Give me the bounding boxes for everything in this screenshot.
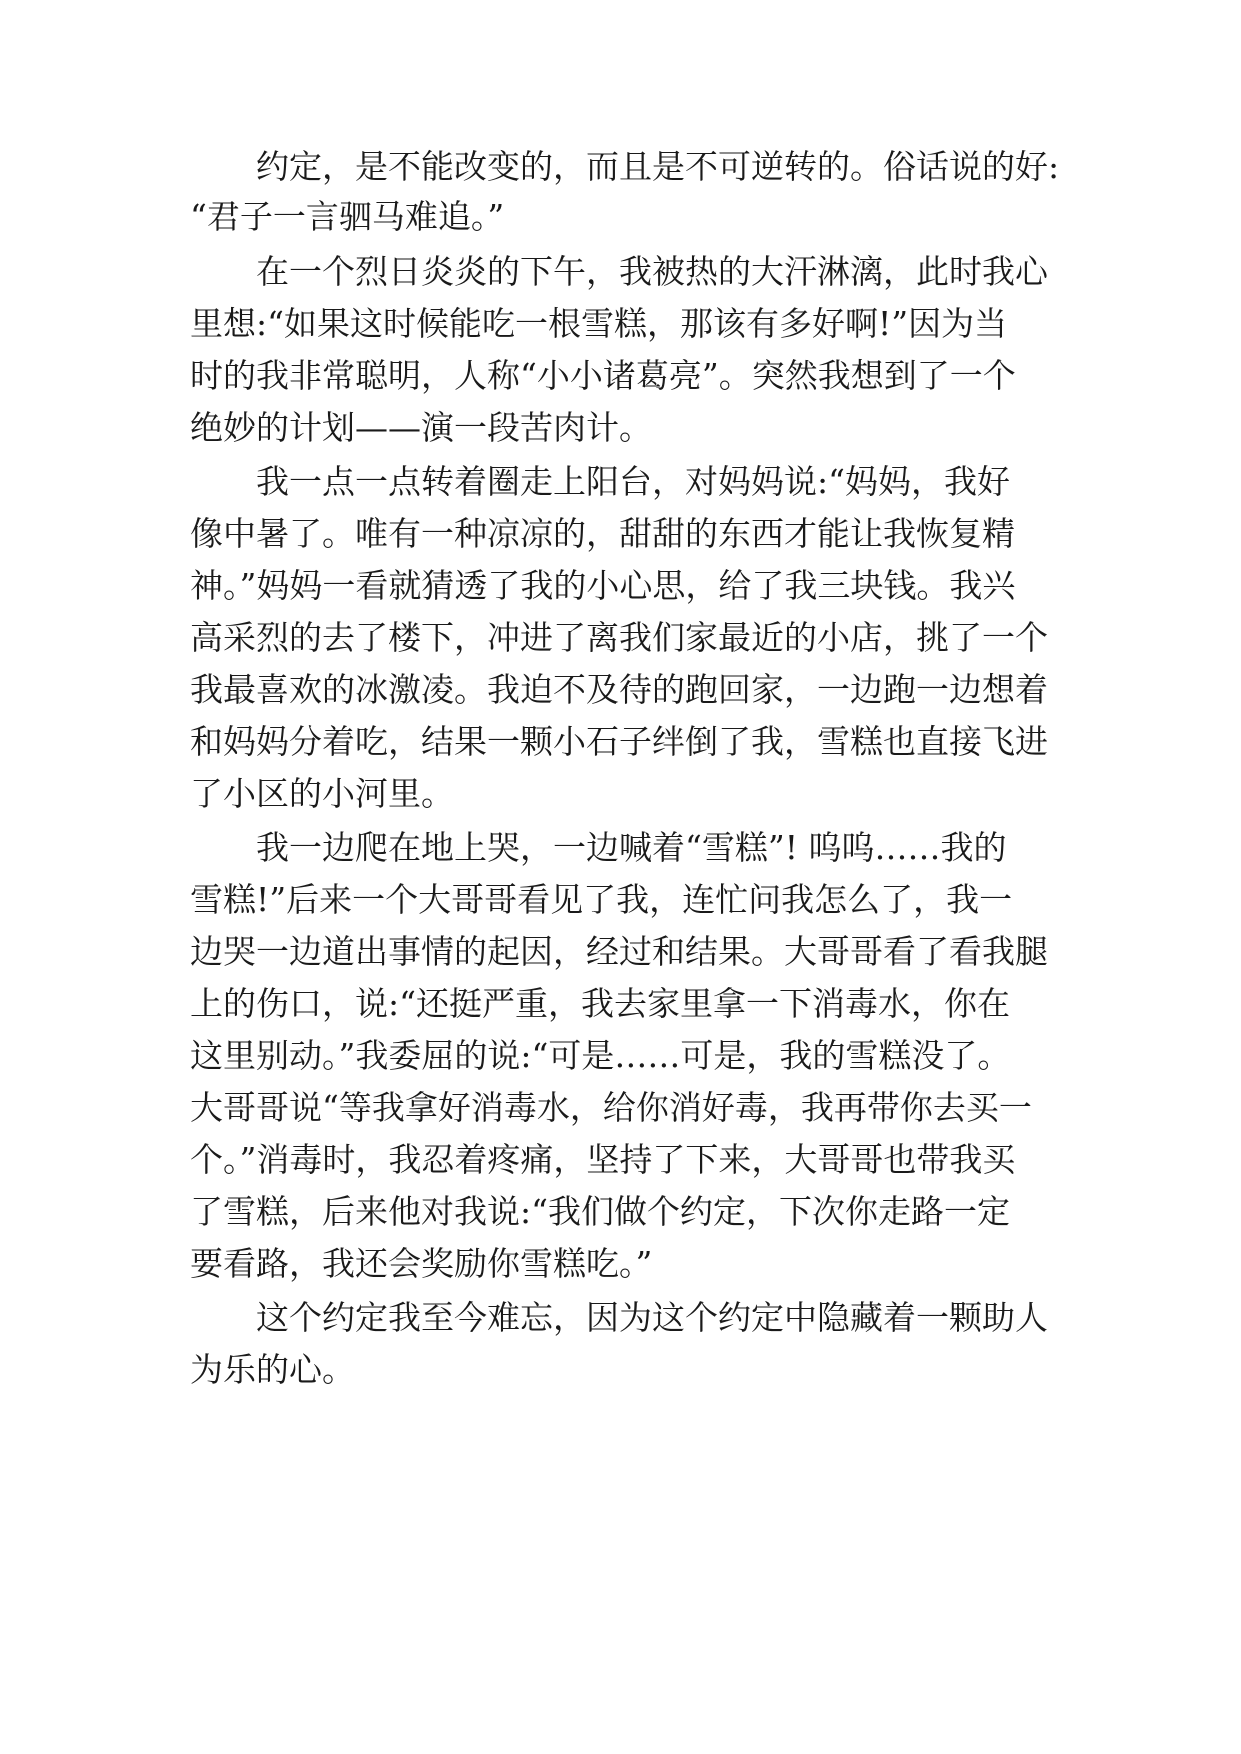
paragraph-3-line-3: 神。”妈妈一看就猜透了我的小心思，给了我三块钱。我兴	[190, 566, 1016, 605]
paragraph-3-line-4: 高采烈的去了楼下，冲进了离我们家最近的小店，挑了一个	[190, 618, 1048, 657]
paragraph-4-line-3: 边哭一边道出事情的起因，经过和结果。大哥哥看了看我腿	[190, 932, 1048, 971]
paragraph-3-line-7: 了小区的小河里。	[190, 774, 454, 813]
paragraph-4-line-7: 个。”消毒时，我忍着疼痛，坚持了下来，大哥哥也带我买	[190, 1140, 1016, 1179]
paragraph-1-line-1: 约定，是不能改变的，而且是不可逆转的。俗话说的好:	[256, 147, 1060, 186]
paragraph-2-line-4: 绝妙的计划——演一段苦肉计。	[190, 408, 652, 447]
paragraph-4-line-8: 了雪糕，后来他对我说:“我们做个约定，下次你走路一定	[190, 1192, 1010, 1231]
paragraph-3-line-2: 像中暑了。唯有一种凉凉的，甜甜的东西才能让我恢复精	[190, 514, 1015, 553]
paragraph-3-line-6: 和妈妈分着吃，结果一颗小石子绊倒了我，雪糕也直接飞进	[190, 722, 1048, 761]
paragraph-4-line-2: 雪糕!”后来一个大哥哥看见了我，连忙问我怎么了，我一	[190, 880, 1013, 919]
paragraph-3-line-5: 我最喜欢的冰激凌。我迫不及待的跑回家，一边跑一边想着	[190, 670, 1048, 709]
paragraph-4-line-4: 上的伤口，说:“还挺严重，我去家里拿一下消毒水，你在	[190, 984, 1010, 1023]
paragraph-4-line-5: 这里别动。”我委屈的说:“可是……可是，我的雪糕没了。	[190, 1036, 1011, 1075]
paragraph-1-line-2: “君子一言驷马难追。”	[190, 197, 505, 236]
paragraph-5-line-2: 为乐的心。	[190, 1350, 355, 1389]
paragraph-3-line-1: 我一点一点转着圈走上阳台，对妈妈说:“妈妈，我好	[256, 462, 1010, 501]
paragraph-5-line-1: 这个约定我至今难忘，因为这个约定中隐藏着一颗助人	[256, 1298, 1048, 1337]
paragraph-2-line-1: 在一个烈日炎炎的下午，我被热的大汗淋漓，此时我心	[256, 252, 1048, 291]
paragraph-2-line-3: 时的我非常聪明，人称“小小诸葛亮”。突然我想到了一个	[190, 356, 1016, 395]
paragraph-4-line-1: 我一边爬在地上哭，一边喊着“雪糕”! 呜呜……我的	[256, 828, 1007, 867]
paragraph-4-line-9: 要看路，我还会奖励你雪糕吃。”	[190, 1244, 653, 1283]
paragraph-4-line-6: 大哥哥说“等我拿好消毒水，给你消好毒，我再带你去买一	[190, 1088, 1032, 1127]
paragraph-2-line-2: 里想:“如果这时候能吃一根雪糕，那该有多好啊!”因为当	[190, 304, 1008, 343]
